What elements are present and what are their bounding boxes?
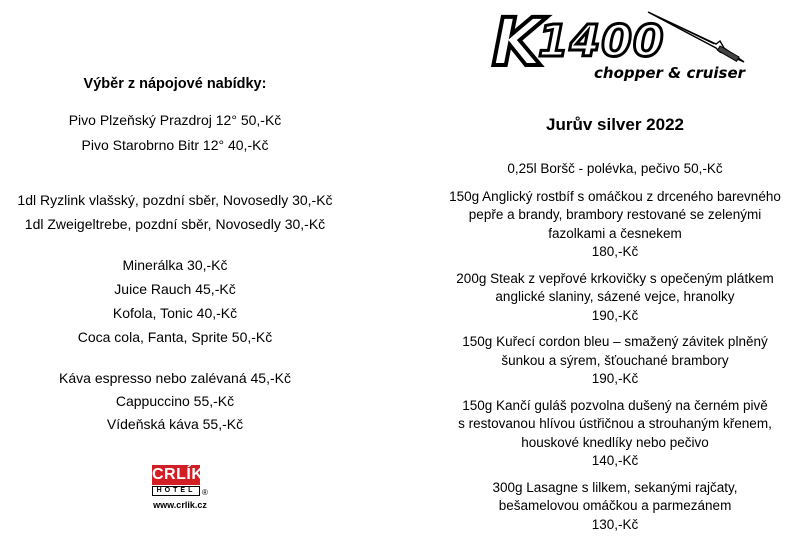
drink-item: Minerálka 30,-Kč: [122, 257, 228, 273]
drinks-heading: Výběr z nápojové nabídky:: [83, 76, 267, 92]
dish-line: 150g Anglický rostbíf s omáčkou z drceného barevného: [449, 188, 781, 204]
hotel-logo-reg: ®: [202, 488, 208, 497]
dish-line: s restovanou hlívou ústřičnou a strouhaným křenem,: [458, 416, 772, 431]
drink-item: Vídeňská káva 55,-Kč: [106, 416, 244, 432]
menu-dish: [425, 160, 800, 179]
hotel-logo-sub: HOTEL: [152, 486, 200, 496]
drink-item: Káva espresso nebo zalévaná 45,-Kč: [59, 370, 291, 386]
hotel-logo-name: CRLÍK: [152, 466, 204, 483]
dish-price: 180,-Kč: [591, 244, 639, 259]
dish-line: anglické slaniny, sázené vejce, hranolky: [495, 289, 735, 304]
dish-price: 130,-Kč: [591, 516, 639, 532]
dish-price: 140,-Kč: [591, 453, 639, 468]
menu-title: Jurův silver 2022: [546, 115, 684, 134]
drink-item: 1dl Ryzlink vlašský, pozdní sběr, Novosedly 30,-Kč: [17, 192, 333, 208]
drink-item: Cappuccino 55,-Kč: [115, 393, 235, 409]
hotel-url[interactable]: www.crlik.cz: [153, 500, 207, 510]
dish-line: 200g Steak z vepřové krkovičky s opečeným plátkem: [456, 270, 774, 286]
dish-line: 0,25l Boršč - polévka, pečivo 50,-Kč: [507, 161, 723, 176]
brand-logo-k: K: [492, 4, 542, 81]
drink-item: Juice Rauch 45,-Kč: [114, 281, 236, 297]
drinks-section: [0, 0, 360, 540]
drink-item: Pivo Plzeňský Prazdroj 12° 50,-Kč: [68, 112, 282, 128]
dish-line: 150g Kančí guláš pozvolna dušený na černém pivě: [462, 397, 768, 413]
drink-item: 1dl Zweigeltrebe, pozdní sběr, Novosedly 30,-Kč: [24, 216, 326, 232]
menu-dish: [425, 397, 800, 471]
brand-logo: [486, 4, 756, 94]
dish-line: 150g Kuřecí cordon bleu – smažený závitek plněný: [462, 334, 768, 349]
knife-icon: [646, 8, 751, 68]
dish-line: fazolkami a česnekem: [548, 225, 682, 241]
dish-line: šunkou a sýrem, šťouchané brambory: [501, 352, 729, 368]
dish-line: pepře a brandy, brambory restované se zelenými: [468, 207, 762, 222]
dish-price: 190,-Kč: [591, 307, 639, 323]
menu-dish: [425, 188, 800, 262]
dish-line: 300g Lasagne s lilkem, sekanými rajčaty,: [492, 479, 738, 495]
brand-logo-number: 1400: [538, 16, 665, 67]
menu-dish: [425, 333, 800, 389]
menu-dish: [425, 479, 800, 535]
dish-price: 190,-Kč: [591, 371, 639, 386]
drink-item: Coca cola, Fanta, Sprite 50,-Kč: [77, 329, 273, 345]
brand-logo-subtitle: chopper & cruiser: [594, 64, 746, 82]
drink-item: Kofola, Tonic 40,-Kč: [112, 305, 238, 321]
menu-dish: [425, 270, 800, 326]
drink-item: Pivo Starobrno Bitr 12° 40,-Kč: [81, 137, 269, 153]
dish-line: bešamelovou omáčkou a parmezánem: [498, 498, 732, 513]
menu-list: [425, 160, 800, 534]
dish-line: houskové knedlíky nebo pečivo: [521, 434, 709, 450]
